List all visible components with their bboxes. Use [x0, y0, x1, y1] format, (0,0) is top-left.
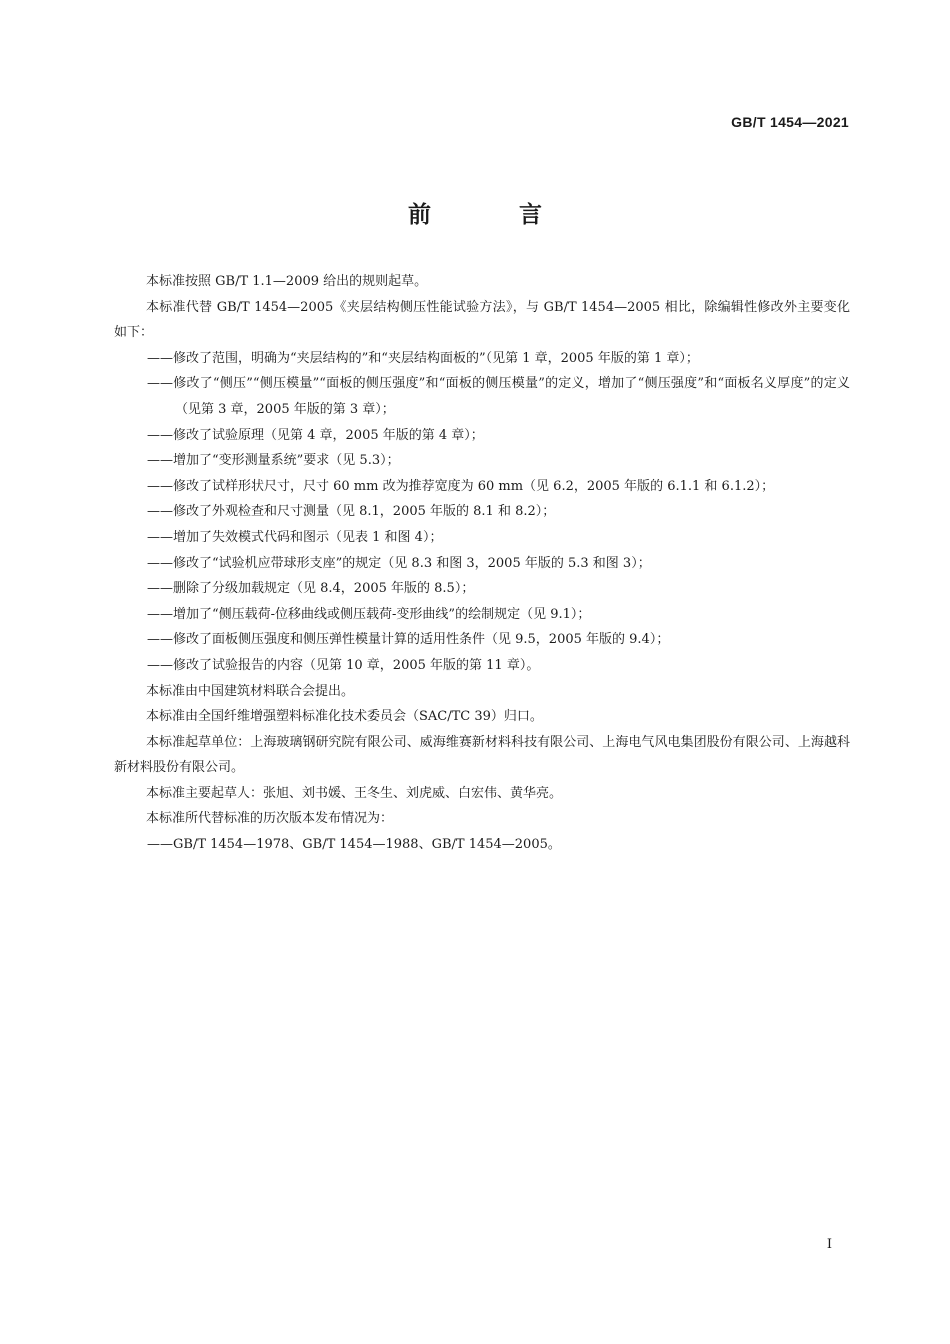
history-item: ——GB/T 1454—1978、GB/T 1454—1988、GB/T 1454—2005。: [147, 837, 561, 853]
document-body: [114, 269, 850, 858]
change-item: ——修改了范围，明确为“夹层结构的”和“夹层结构面板的”（见第 1 章，2005 年版的第 1 章）；: [147, 350, 699, 366]
paragraph-drafting-rules: 本标准按照 GB/T 1.1—2009 给出的规则起草。: [146, 274, 428, 289]
change-item: ——修改了试样形状尺寸，尺寸 60 mm 改为推荐宽度为 60 mm（见 6.2，2005 年版的 6.1.1 和 6.1.2）；: [147, 478, 775, 494]
paragraph-drafting-units: 本标准起草单位：上海玻璃钢研究院有限公司、威海维赛新材料科技有限公司、上海电气风电集团股份有限公司、上海越科新材料股份有限公司。: [114, 734, 850, 776]
page-title: 前 言: [407, 202, 582, 228]
change-item: ——修改了面板侧压强度和侧压弹性模量计算的适用性条件（见 9.5，2005 年版的 9.4）；: [147, 632, 670, 648]
change-item: ——增加了“变形测量系统”要求（见 5.3）；: [147, 453, 400, 469]
paragraph-drafters: 本标准主要起草人：张旭、刘书媛、王冬生、刘虎威、白宏伟、黄华亮。: [146, 785, 563, 801]
standard-number: GB/T 1454—2021: [731, 114, 849, 130]
change-item: ——修改了“侧压”“侧压模量”“面板的侧压强度”和“面板的侧压模量”的定义，增加了“侧压强度”和“面板名义厚度”的定义（见第 3 章，2005 年版的第 3 章）；: [147, 376, 850, 417]
paragraph-committee: 本标准由全国纤维增强塑料标准化技术委员会（SAC/TC 39）归口。: [146, 709, 543, 725]
change-item: ——修改了“试验机应带球形支座”的规定（见 8.3 和图 3，2005 年版的 5.3 和图 3）；: [147, 555, 651, 571]
change-item: ——修改了外观检查和尺寸测量（见 8.1，2005 年版的 8.1 和 8.2）；: [147, 504, 556, 520]
paragraph-history-intro: 本标准所代替标准的历次版本发布情况为：: [146, 811, 394, 827]
change-item: ——删除了分级加载规定（见 8.4，2005 年版的 8.5）；: [147, 581, 475, 597]
paragraph-proposer: 本标准由中国建筑材料联合会提出。: [146, 683, 355, 699]
change-item: ——修改了试验报告的内容（见第 10 章，2005 年版的第 11 章）。: [147, 657, 540, 673]
change-item: ——修改了试验原理（见第 4 章，2005 年版的第 4 章）；: [147, 427, 484, 443]
paragraph-replacement: 本标准代替 GB/T 1454—2005《夹层结构侧压性能试验方法》，与 GB/T 1454—2005 相比，除编辑性修改外主要变化如下：: [114, 299, 850, 341]
change-item: ——增加了“侧压载荷-位移曲线或侧压载荷-变形曲线”的绘制规定（见 9.1）；: [147, 606, 591, 622]
page-number: I: [826, 1237, 832, 1252]
change-item: ——增加了失效模式代码和图示（见表 1 和图 4）；: [147, 529, 443, 545]
